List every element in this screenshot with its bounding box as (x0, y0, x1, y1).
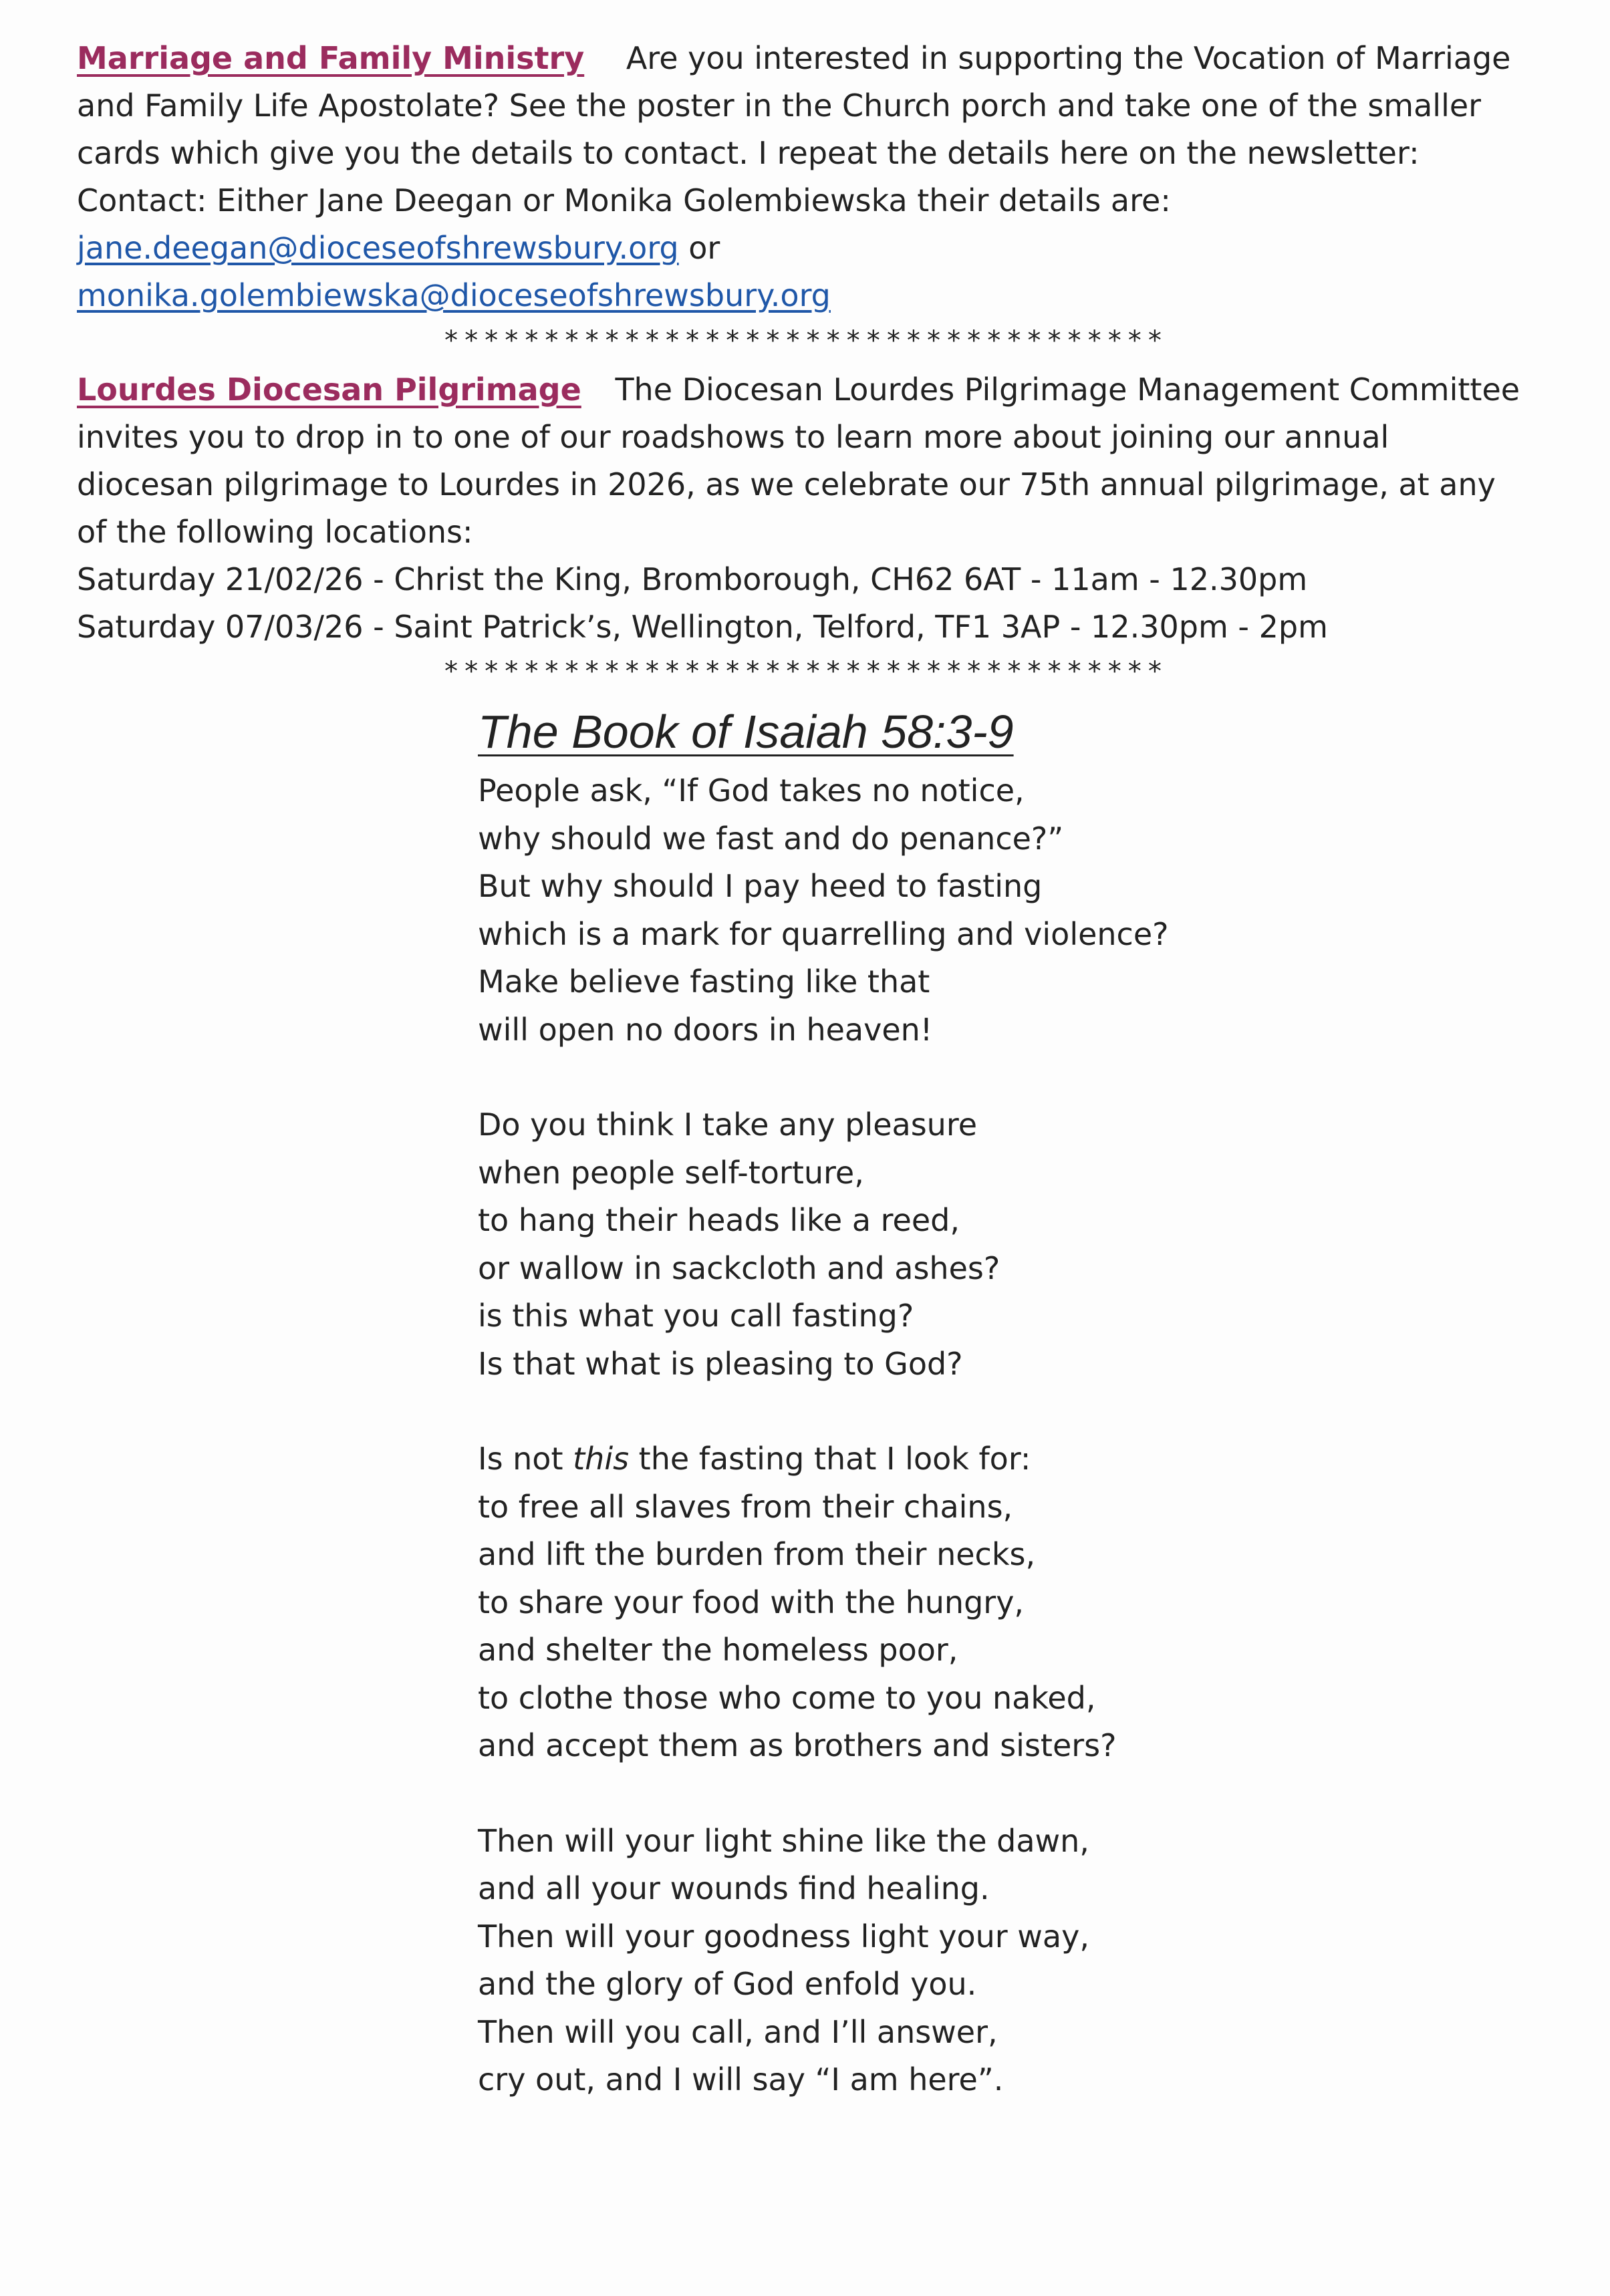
poem-stanza-4 (478, 1818, 1347, 2104)
poem-line: to clothe those who come to you naked, (478, 1679, 1096, 1716)
poem-line: will open no doors in heaven! (478, 1011, 933, 1048)
poem-line: or wallow in sackcloth and ashes? (478, 1250, 1000, 1286)
email-link-jane[interactable]: jane.deegan@dioceseofshrewsbury.org (77, 230, 679, 266)
location-item: Saturday 21/02/26 - Christ the King, Bromborough, CH62 6AT - 11am - 12.30pm (77, 561, 1308, 597)
poem-line: which is a mark for quarrelling and violence? (478, 915, 1169, 952)
poem-stanza-3 (478, 1435, 1347, 1770)
poem-stanza-1 (478, 767, 1347, 1054)
poem-line: People ask, “If God takes no notice, (478, 772, 1025, 809)
poem-line: and lift the burden from their necks, (478, 1536, 1036, 1572)
email-link-monika[interactable]: monika.golembiewska@dioceseofshrewsbury.org (77, 277, 831, 313)
lourdes-heading: Lourdes Diocesan Pilgrimage (77, 372, 581, 408)
poem-line: to share your food with the hungry, (478, 1584, 1025, 1620)
poem-line: and shelter the homeless poor, (478, 1632, 958, 1668)
separator: ************************************ (443, 656, 1167, 687)
lourdes-section (77, 366, 1534, 651)
poem-line: Then will you call, and I’ll answer, (478, 2013, 998, 2050)
poem-line: to hang their heads like a reed, (478, 1202, 960, 1238)
poem-line: Then will your goodness light your way, (478, 1918, 1089, 1955)
poem-line: Is that what is pleasing to God? (478, 1345, 963, 1382)
poem-title: The Book of Isaiah 58:3-9 (478, 706, 1014, 758)
marriage-ministry-text: Are you interested in supporting the Vocation of Marriage and Family Life Apostolate? See the poster in the Church porch and take one of the smaller cards which give you the details to contact. I repeat the details here on the newsletter: Contact: Either Jane Deegan or Monika Golembiewska their details are: (77, 40, 1511, 219)
poem-line: why should we fast and do penance?” (478, 820, 1064, 857)
separator: ************************************ (443, 325, 1167, 356)
marriage-ministry-section (77, 35, 1534, 319)
poem-line: and accept them as brothers and sisters? (478, 1727, 1117, 1763)
poem-stanza-2 (478, 1101, 1347, 1388)
marriage-ministry-heading: Marriage and Family Ministry (77, 40, 585, 76)
lourdes-text: The Diocesan Lourdes Pilgrimage Management Committee invites you to drop in to one of our roadshows to learn more about joining our annual diocesan pilgrimage to Lourdes in 2026, as we celebrate our 75th annual pilgrimage, at any of the following locations: (77, 372, 1520, 550)
poem (478, 702, 1347, 2152)
poem-line: Then will your light shine like the dawn, (478, 1822, 1089, 1859)
poem-line: when people self-torture, (478, 1154, 864, 1191)
poem-line: Do you think I take any pleasure (478, 1107, 978, 1143)
poem-line: is this what you call fasting? (478, 1298, 914, 1334)
or-text: or (688, 230, 720, 266)
poem-line: and all your wounds find healing. (478, 1870, 990, 1906)
location-item: Saturday 07/03/26 - Saint Patrick’s, Wellington, Telford, TF1 3AP - 12.30pm - 2pm (77, 609, 1328, 645)
poem-line: to free all slaves from their chains, (478, 1488, 1013, 1525)
poem-line: Make believe fasting like that (478, 964, 930, 1000)
poem-line: Is not this the fasting that I look for: (478, 1441, 1031, 1477)
poem-line: But why should I pay heed to fasting (478, 868, 1043, 904)
poem-line: cry out, and I will say “I am here”. (478, 2061, 1004, 2098)
poem-line: and the glory of God enfold you. (478, 1966, 977, 2002)
location-list (77, 556, 1534, 651)
